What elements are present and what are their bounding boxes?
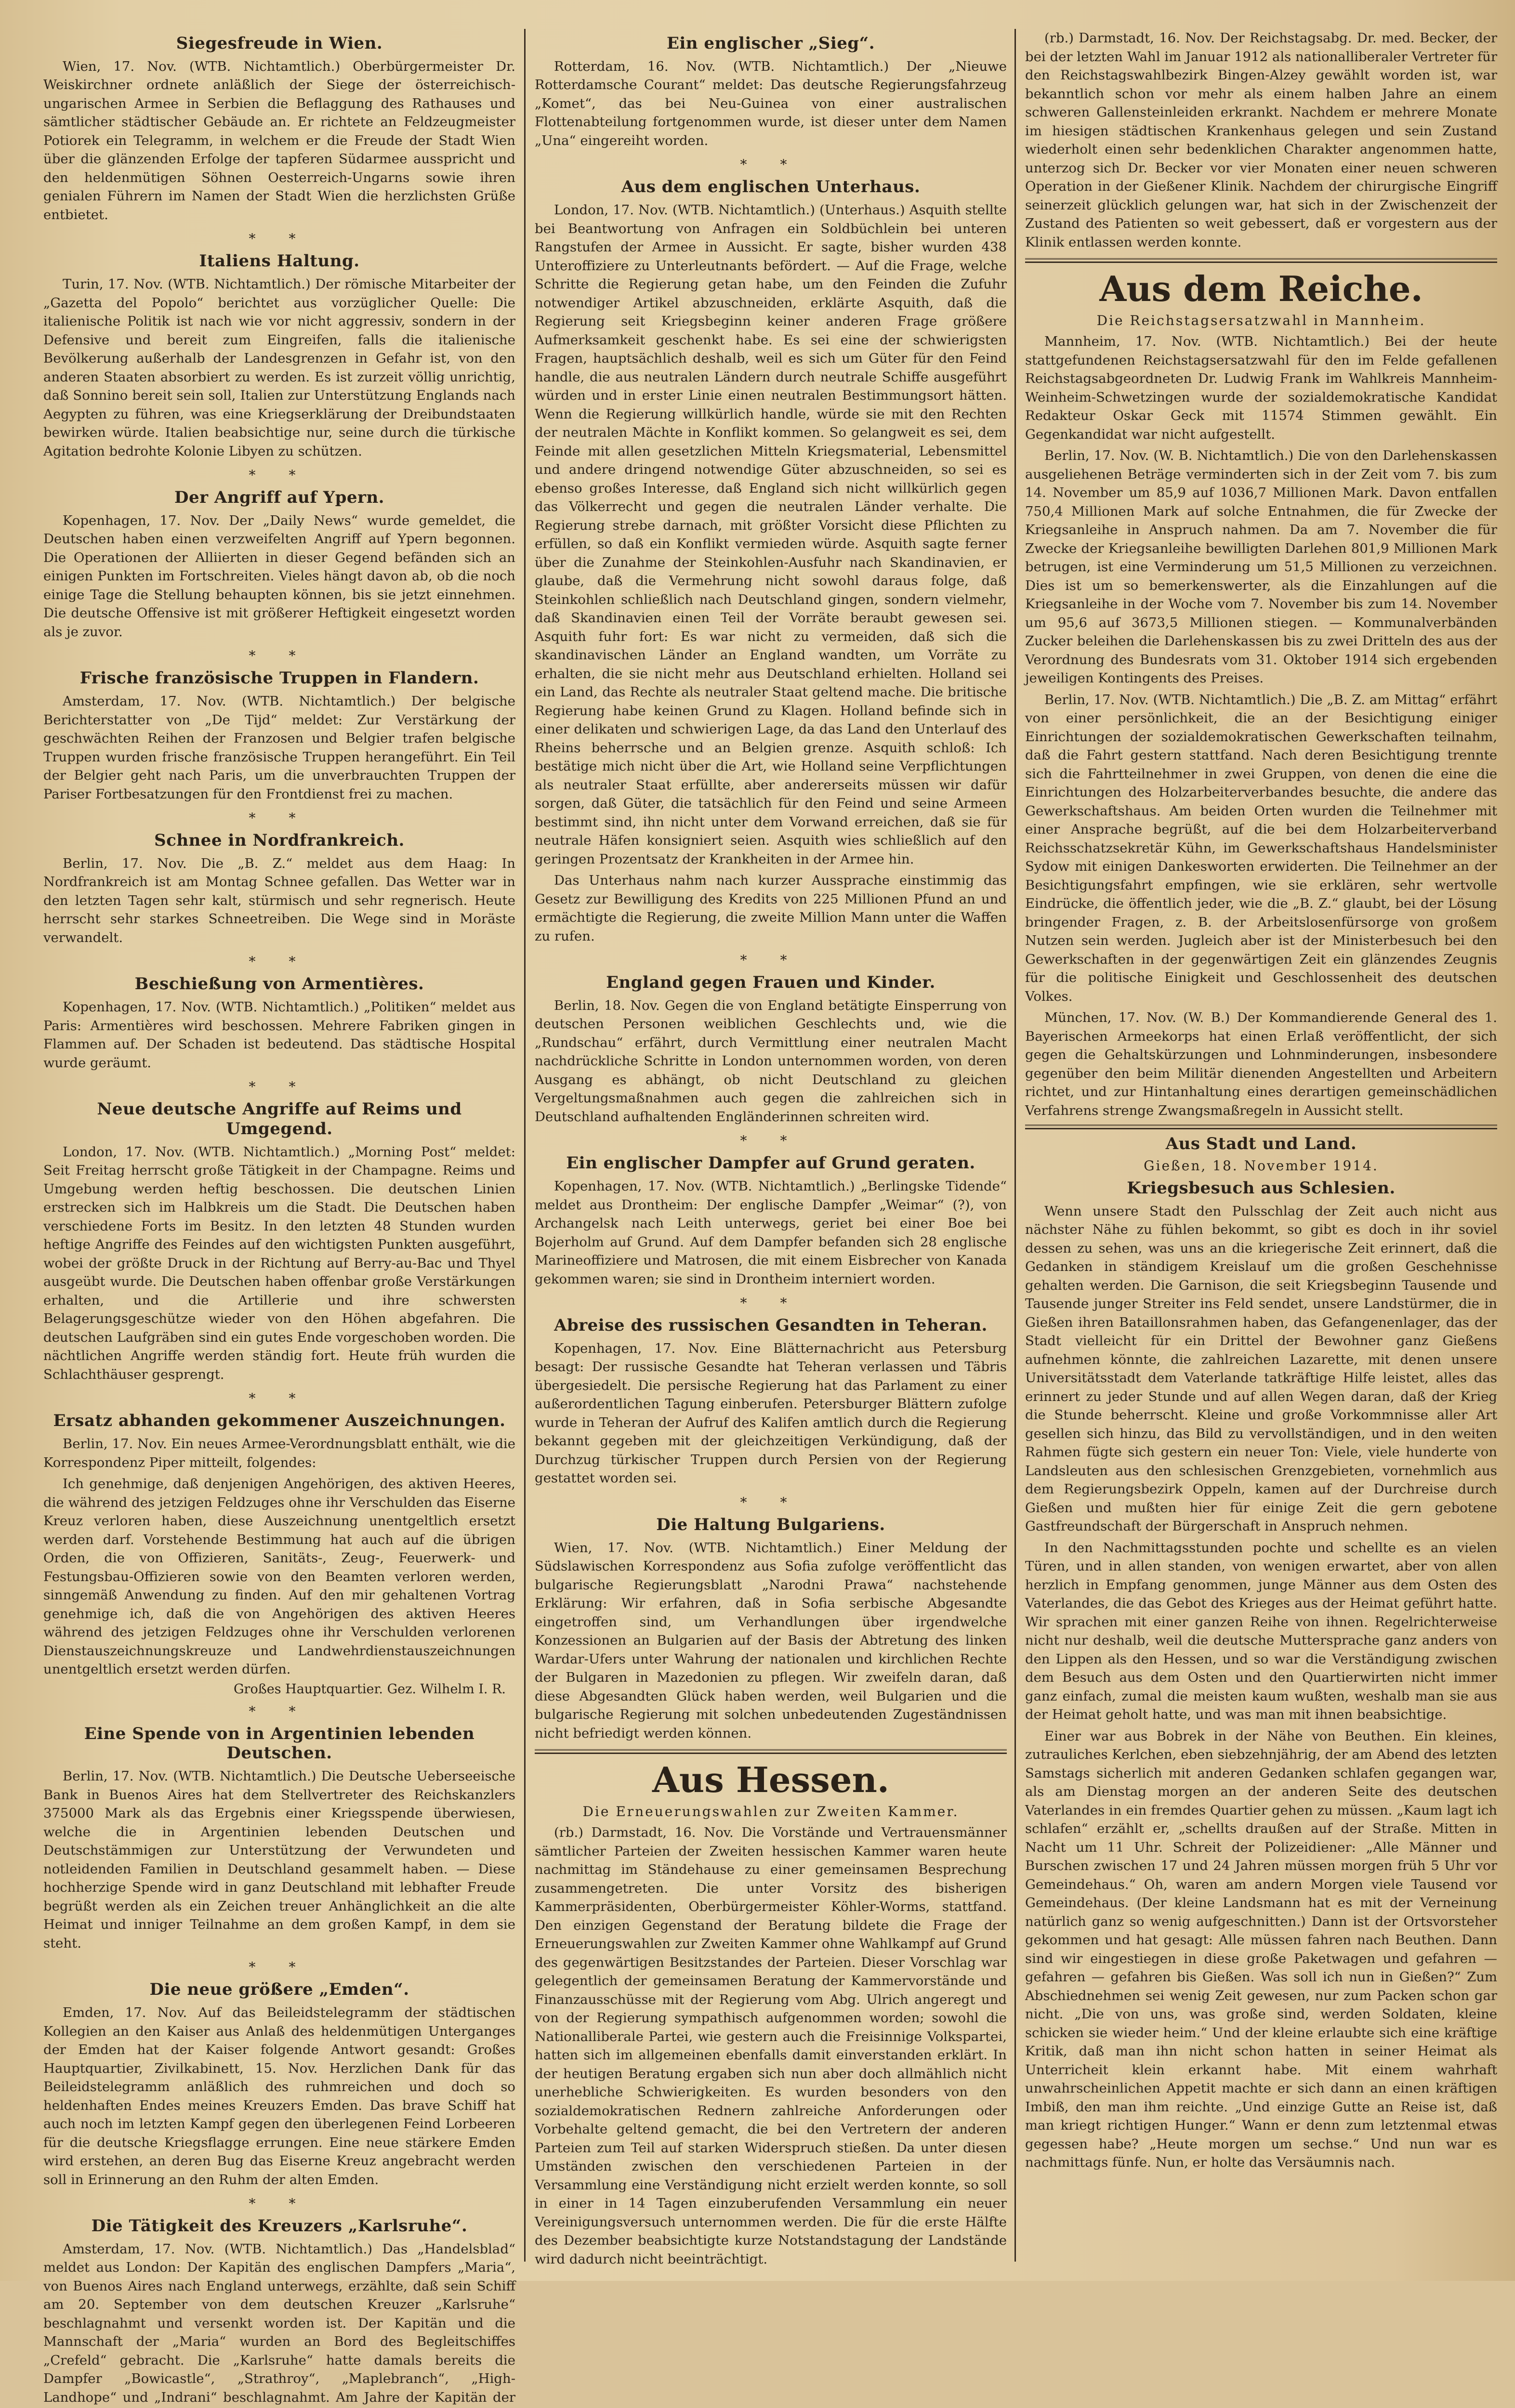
section-dateline: Gießen, 18. November 1914. — [1144, 1157, 1379, 1174]
article-headline: Beschießung von Armentières. — [134, 974, 424, 994]
article — [43, 34, 515, 224]
article — [535, 1515, 1007, 1742]
article — [1025, 29, 1497, 251]
article-paragraph: Berlin, 17. Nov. (WTB. Nichtamtlich.) Die „B. Z. am Mittag“ erfährt von einer persönlichkeit, die an der Besichtigung einiger Einrichtungen der sozialdemokratischen Gewerkschaften teilnahm, daß die Fahrt gestern stattfand. Nach deren Besichtigung trennte sich die Fahrtteilnehmer in zwei Gruppen, von denen die eine die Einrichtungen des Holzarbeiterverbandes besuchte, die andere das Gewerkschaftshaus. Am beiden Orten wurden die Teilnehmer mit einer Ansprache begrüßt, auf die bei dem Holzarbeiterverband Reichsschatzsekretär Kühn, im Gewerkschaftshaus Handelsminister Sydow mit einigen Dankesworten erwiderten. Die Teilnehmer an der Besichtigungsfahrt empfingen, wie sie erklären, sehr wertvolle Eindrücke, die öffentlich jeder, wie die „B. Z.“ glaubt, bei der Lösung bringender Fragen, z. B. der Arbeitslosenfürsorge von großem Nutzen sein werden. Jugleich aber ist der Ministerbesuch bei den Gewerkschaften in der gegenwärtigen Zeit ein glänzendes Zeugnis für die politische Einigkeit und Geschlossenheit des deutschen Volkes. — [1025, 692, 1497, 1004]
section-title: Aus Hessen. — [652, 1759, 889, 1801]
article-paragraph: Emden, 17. Nov. Auf das Beileidstelegramm der städtischen Kollegien an den Kaiser aus Anlaß des heldenmütigen Unterganges der Emden hat der Kaiser folgende Antwort gesandt: Großes Hauptquartier, Zivilkabinett, 15. Nov. Herzlichen Dank für das Beileidstelegramm anläßlich des ruhmreichen und doch so heldenhaften Endes meines Kreuzers Emden. Das brave Schiff hat auch noch im letzten Kampf gegen den überlegenen Feind Lorbeeren für die deutsche Kriegsflagge errungen. Eine neue stärkere Emden wird erstehen, an deren Bug das Eiserne Kreuz angebracht werden soll in Erinnerung an den Ruhm der alten Emden. — [43, 2005, 515, 2187]
article — [43, 1724, 515, 1953]
article-paragraph: Berlin, 17. Nov. Die „B. Z.“ meldet aus dem Haag: In Nordfrankreich ist am Montag Schnee gefallen. Das Wetter war in den letzten Tagen sehr kalt, stürmisch und sehr regnerisch. Heute herrscht sehr starkes Schneetreiben. Die Wege sind in Moräste verwandelt. — [43, 855, 515, 945]
article-paragraph: Amsterdam, 17. Nov. (WTB. Nichtamtlich.) Das „Handelsblad“ meldet aus London: Der Kapitän des englischen Dampfers „Maria“, von Buenos Aires nach England unterwegs, erzählte, daß sein Schiff am 20. September von dem deutschen Kreuzer „Karlsruhe“ beschlagnahmt und versenkt worden ist. Der Kapitän und die Mannschaft der „Maria“ wurden an Bord des Begleitschiffes „Crefeld“ gebracht. Die „Karlsruhe“ hatte damals bereits die Dampfer „Bowicastle“, „Strathroy“, „Maplebranch“, „High-Landhope“ und „Indrani“ beschlagnahmt. Am Jahre der Kapitän der — [43, 2241, 515, 2405]
article-paragraph: München, 17. Nov. (W. B.) Der Kommandierende General des 1. Bayerischen Armeekorps hat einen Erlaß veröffentlicht, der sich gegen die Gehaltskürzungen und Lohnminderungen, insbesondere gegenüber den beim Militär dienenden Angestellten und Arbeitern richtet, und zur Hintanhaltung eines derartigen gemeinschädlichen Verfahrens strenge Zwangsmaßregeln in Aussicht stellt. — [1025, 1010, 1497, 1118]
article-paragraph: Wenn unsere Stadt den Pulsschlag der Zeit auch nicht aus nächster Nähe zu fühlen bekommt, so gibt es doch in ihr soviel dessen zu sehen, was uns an die kriegerische Zeit erinnert, daß die Gedanken in ständigem Kreislauf um die großen Geschehnisse gehalten werden. Die Garnison, die seit Kriegsbeginn Tausende und Tausende junger Streiter ins Feld sendet, unsere Landstürmer, die in Gießen ihren Bataillonsrahmen haben, das Gefangenenlager, das der Stadt vielleicht für ein Drittel der Bewohner ganz Gießens aufnehmen könnte, die zahlreichen Lazarette, mit denen unsere Universitätsstadt dem Vaterlande tatkräftige Hilfe leistet, alles das erinnert zu jeder Stunde und auf allen Wegen daran, daß der Krieg die Stunde beherrscht. Kleine und große Vorkommnisse aller Art gesellen sich hinzu, das Bild zu vervollständigen, und in den weiten Rahmen fügte sich gestern ein neuer Ton: Viele, viele hunderte von Landsleuten aus den schlesischen Grenzgebieten, vornehmlich aus dem Regierungsbezirk Oppeln, kamen auf der Durchreise durch Gießen und mußten hier für einige Zeit die gern gebotene Gastfreundschaft der Bürgerschaft in Anspruch nehmen. — [1025, 1203, 1497, 1534]
article-paragraph: Turin, 17. Nov. (WTB. Nichtamtlich.) Der römische Mitarbeiter der „Gazetta del Popolo“ berichtet aus vorzüglicher Quelle: Die italienische Politik ist nach wie vor nicht aggressiv, sondern in der Defensive und bereit zum Eingreifen, falls die italienische Bevölkerung außerhalb der Landesgrenzen in Gefahr ist, von den anderen Staaten absorbiert zu werden. Es ist zurzeit völlig unrichtig, daß Sonnino bereit sein soll, Italien zur Unterstützung Englands nach Aegypten zu führen, was eine Kriegserklärung der Dreibundstaaten bewirken würde. Italien beabsichtige nur, seine durch die türkische Agitation bedrohte Kolonie Libyen zu schützen. — [43, 276, 515, 459]
article — [535, 1316, 1007, 1488]
separator-stars: * * — [249, 467, 310, 484]
article-headline: Neue deutsche Angriffe auf Reims und Umgegend. — [97, 1099, 462, 1139]
article — [43, 668, 515, 803]
article — [43, 251, 515, 460]
separator-stars: * * — [740, 157, 802, 173]
separator-stars: * * — [249, 648, 310, 664]
article-paragraph: London, 17. Nov. (WTB. Nichtamtlich.) „Morning Post“ meldet: Seit Freitag herrscht große Tätigkeit in der Champagne. Reims und Umgebung werden heftig beschossen. Die deutschen Linien erstrecken sich im Halbkreis um die Stadt. Die Deutschen haben verschiedene Forts im Besitz. In den letzten 48 Stunden wurden heftige Angriffe des Feindes auf den wichtigsten Punkten ausgeführt, wobei der größte Druck in der Richtung auf Berry-au-Bac und Thyel ausgeübt wurde. Die Deutschen haben offenbar große Verstärkungen erhalten, und die Artillerie und ihre schwersten Belagerungsgeschütze wieder von den Höhen abgefahren. Die deutschen Laufgräben sind ein gutes Ende vorgeschoben worden. Die nächtlichen Angriffe werden ständig fort. Heute früh wurden die Schlachthäuser gesprengt. — [43, 1144, 515, 1382]
article-headline: Ein englischer „Sieg“. — [666, 34, 875, 53]
article — [535, 177, 1007, 945]
article-paragraph: Rotterdam, 16. Nov. (WTB. Nichtamtlich.) Der „Nieuwe Rotterdamsche Courant“ meldet: Das deutsche Regierungsfahrzeug „Komet“, das bei Neu-Guinea von einer australischen Flottenabteilung fortgenommen wurde, ist dieser unter dem Namen „Una“ eingereiht worden. — [535, 58, 1007, 148]
separator-stars: * * — [249, 1703, 310, 1719]
section-rule — [1025, 1125, 1497, 1129]
article-headline: Ersatz abhanden gekommener Auszeichnungen. — [53, 1411, 506, 1431]
article — [43, 974, 515, 1072]
article-headline: Der Angriff auf Ypern. — [174, 488, 385, 508]
article-paragraph: (rb.) Darmstadt, 16. Nov. Der Reichstagsabg. Dr. med. Becker, der bei der letzten Wahl im Januar 1912 als nationalliberaler Vertreter für den Reichstagswahlbezirk Bingen-Alzey gewählt worden ist, war bekanntlich schon vor mehr als einem halben Jahre an einem schweren Gallensteinleiden erkrankt. Nachdem er mehrere Monate im hiesigen städtischen Krankenhaus gelegen und sein Zustand wiederholt einen sehr bedenklichen Charakter angenommen hatte, unterzog sich Dr. Becker vor vier Monaten einer neuen schweren Operation in der Gießener Klinik. Nachdem der chirurgische Eingriff seinerzeit glücklich gelungen war, hat sich in der Zwischenzeit der Zustand des Patienten so weit gebessert, daß er vorgestern aus der Klinik entlassen werden konnte. — [1025, 30, 1497, 250]
separator-stars: * * — [249, 810, 310, 826]
column-3 — [1020, 29, 1502, 2262]
article — [535, 1153, 1007, 1288]
separator-stars: * * — [249, 1390, 310, 1407]
separator-stars: * * — [249, 1079, 310, 1095]
section-rule — [535, 1749, 1007, 1754]
separator-stars: * * — [249, 954, 310, 970]
article-headline: Eine Spende von in Argentinien lebenden Deutschen. — [84, 1724, 475, 1763]
section-subtitle: Die Reichstagsersatzwahl in Mannheim. — [1096, 313, 1426, 329]
article — [43, 1980, 515, 2189]
article-headline: Abreise des russischen Gesandten in Teheran. — [554, 1316, 988, 1335]
section-title: Aus dem Reiche. — [1099, 268, 1423, 309]
article-paragraph: Kopenhagen, 17. Nov. (WTB. Nichtamtlich.) „Berlingske Tidende“ meldet aus Drontheim: Der englische Dampfer „Weimar“ (?), von Archangelsk nach Leith unterwegs, geriet bei einer Boe bei Bojerholm auf Grund. Auf dem Dampfer befanden sich 28 englische Marineoffiziere und Matrosen, die mit einem Eisbrecher von Kanada gekommen waren; sie sind in Drontheim interniert worden. — [535, 1178, 1007, 1287]
separator-stars: * * — [249, 2196, 310, 2212]
article-paragraph: London, 17. Nov. (WTB. Nichtamtlich.) (Unterhaus.) Asquith stellte bei Beantwortung von Anfragen ein Soldbüchlein bei unteren Rangstufen der Armee in Aussicht. Er sagte, bisher wurden 438 Unteroffiziere zu Unterleutnants befördert. — Auf die Frage, welche Schritte die Regierung getan habe, um den Feinden die Zufuhr notwendiger Artikel abzuschneiden, erklärte Asquith, daß die Regierung seit Kriegsbeginn keiner anderen Frage größere Aufmerksamkeit geschenkt habe. Es sei eine der schwierigsten Fragen, hauptsächlich deshalb, weil es sich um Güter für den Feind handle, die aus neutralen Ländern durch neutrale Schiffe ausgeführt würden und in erster Linie einen neutralen Bestimmungsort hätten. Wenn die Regierung willkürlich handle, würde sie mit den Rechten der neutralen Mächte in Konflikt kommen. So gelangweit es sei, dem Feinde mit allen gesetzlichen Mitteln Kriegsmaterial, Lebensmittel und andere dringend notwendige Güter abzuschneiden, so sei es ebenso großes Interesse, daß England sich nicht willkürlich gegen das Völkerrecht und gegen die neutralen Länder verhalte. Die Regierung strebe darnach, mit größter Vorsicht diese Pflichten zu erfüllen, so daß ein Konflikt vermieden würde. Asquith sagte ferner über die Zunahme der Steinkohlen-Ausfuhr nach Skandinavien, er glaube, daß die Vermehrung nicht sowohl daraus folge, daß Steinkohlen schließlich nach Deutschland gingen, sondern vielmehr, daß Skandinavien einen Teil der Vorräte beraubt gewesen sei. Asquith fuhr fort: Es war nicht zu vermeiden, daß sich die skandinavischen Länder an England wandten, um Vorräte zu erhalten, die sie nicht mehr aus Deutschland erhielten. Holland sei ein Land, das Rechte als neutraler Staat geltend mache. Die britische Regierung habe keinen Grund zu Klagen. Holland befinde sich in einer delikaten und schwierigen Lage, da das Land den Unterlauf des Rheins beherrsche und an Belgien grenze. Asquith schloß: Ich bestätige mich nicht über die Art, wie Holland seine Verpflichtungen als neutraler Staat erfüllte, aber andererseits müssen wir dafür sorgen, daß Güter, die tatsächlich für den Feind und seine Armeen bestimmt sind, ihn nicht unter dem Vorwand erreichen, daß sie für neutrale Häfen konsigniert seien. Asquith wies schließlich auf den geringen Prozentsatz der Krankheiten in der Armee hin. — [535, 202, 1007, 867]
article-paragraph: Einer war aus Bobrek in der Nähe von Beuthen. Ein kleines, zutrauliches Kerlchen, eben siebzehnjährig, der am Abend des letzten Samstags sicherlich mit anderen Gedanken schlafen gegangen war, als am Dienstag morgen an der anderen Seite des deutschen Vaterlandes in ein fremdes Quartier gehen zu müssen. „Kaum lagt ich schlafen“ erzählt er, „schellts draußen auf der Straße. Mitten in Nacht um 11 Uhr. Schreit der Polizeidiener: „Alle Männer und Burschen zwischen 17 und 24 Jahren müssen morgen früh 5 Uhr vor Gemeindehaus.“ Oh, waren am andern Morgen viele Tausend vor Gemeindehaus. (Der kleine Landsmann hat es mit der Verneinung natürlich ganz so wenig aufgeschnitten.) Dann ist der Ortsvorsteher gekommen und hat gesagt: Alle müssen fahren nach Beuthen. Dann sind wir eingestiegen in diese große Paketwagen und gefahren — gefahren — gefahren bis Gießen. Was soll ich nun in Gießen?“ Zum Abschiednehmen sei wenig Zeit gewesen, nur zum Packen schon gar nicht. „Die von uns, was große sind, werden Soldaten, kleine schicken sie wieder heim.“ Und der kleine erlaubte sich eine kräftige Kritik, daß man ihn nicht schon hatten in seiner Heimat als Unterricheit klein erkannt habe. Mit einem wahrhaft unwahrscheinlichen Appetit machte er sich dann an einen kräftigen Imbiß, den man ihm reichte. „Und einzige Gutte an Reise ist, daß man kriegt richtigen Hunger.“ Wann er denn zum letztenmal etwas gegessen habe? „Heute morgen um sechse.“ Und nun war es nachmittags fünfe. Nun, er holte das Versäumnis nach. — [1025, 1728, 1497, 2171]
article-headline: Kriegsbesuch aus Schlesien. — [1127, 1178, 1396, 1198]
article — [43, 1411, 515, 1696]
article-paragraph: Berlin, 17. Nov. Ein neues Armee-Verordnungsblatt enthält, wie die Korrespondenz Piper mitteilt, folgendes: — [43, 1436, 515, 1470]
article-paragraph: (rb.) Darmstadt, 16. Nov. Die Vorstände und Vertrauensmänner sämtlicher Parteien der Zweiten hessischen Kammer waren heute nachmittag im Ständehause zu einer gemeinsamen Besprechung zusammengetreten. Die unter Vorsitz des bisherigen Kammerpräsidenten, Oberbürgermeister Köhler-Worms, stattfand. Den einzigen Gegenstand der Beratung bildete die Frage der Erneuerungswahlen zur Zweiten Kammer ohne Wahlkampf auf Grund des gegenwärtigen Besitzstandes der Parteien. Dieser Vorschlag war gelegentlich der gemeinsamen Beratung der Kammervorstände und Finanzausschüsse mit der Regierung vom Abg. Ulrich angeregt und von der Regierung sympathisch aufgenommen worden; sowohl die Nationalliberale Partei, wie gestern auch die Freisinnige Volkspartei, hatten sich im allgemeinen ebenfalls damit einverstanden erklärt. In der heutigen Beratung ergaben sich nun aber doch allmählich nicht unerhebliche Schwierigkeiten. Es wurden besonders von den sozialdemokratischen Rednern zahlreiche Anforderungen oder Vorbehalte geltend gemacht, die bei den Vertretern der anderen Parteien zum Teil auf starken Widerspruch stießen. Da unter diesen Umständen zwischen den verschiedenen Parteien in der Versammlung eine Verständigung nicht erzielt werden konnte, so soll in einer in 14 Tagen einzuberufenden Versammlung ein neuer Vereinigungsversuch unternommen werden. Die für die erste Hälfte des Dezember beabsichtigte kurze Notstandstagung der Landstände wird dadurch nicht beeinträchtigt. — [535, 1825, 1007, 2267]
separator-stars: * * — [249, 231, 310, 247]
article-headline: Die neue größere „Emden“. — [149, 1980, 409, 2000]
article-paragraph: Ich genehmige, daß denjenigen Angehörigen, des aktiven Heeres, die während des jetzigen Feldzuges ohne ihr Verschulden das Eiserne Kreuz verloren haben, diese Auszeichnung unentgeltlich ersetzt werden darf. Vorstehende Bestimmung hat auch auf die übrigen Orden, die von Offizieren, Sanitäts-, Zeug-, Feuerwerk- und Festungsbau-Offizieren sowie von den Beamten verloren werden, sinngemäß Anwendung zu finden. Auf den mir gehaltenen Vortrag genehmige ich, daß die von Angehörigen des aktiven Heeres während des jetzigen Feldzuges ohne ihr Verschulden verlorenen Dienstauszeichnungskreuze und Landwehrdienstauszeichnungen unentgeltlich ersetzt werden dürfen. — [43, 1476, 515, 1677]
separator-stars: * * — [740, 952, 802, 968]
article-headline: Frische französische Truppen in Flandern. — [79, 668, 479, 688]
section-title: Aus Stadt und Land. — [1165, 1134, 1357, 1154]
article-headline: Die Tätigkeit des Kreuzers „Karlsruhe“. — [91, 2216, 468, 2236]
section-subtitle: Die Erneuerungswahlen zur Zweiten Kammer. — [582, 1804, 959, 1820]
column-rule — [524, 29, 526, 2262]
section-rule — [1025, 258, 1497, 263]
article-paragraph: Berlin, 17. Nov. (W. B. Nichtamtlich.) Die von den Darlehenskassen ausgeliehenen Beträge verminderten sich in der Zeit vom 7. bis zum 14. November um 85,9 auf 1036,7 Millionen Mark. Davon entfallen 750,4 Millionen Mark auf solche Entnahmen, die für Zwecke der Kriegsanleihe in Anspruch nahmen. Da am 7. November die für Zwecke der Kriegsanleihe bewilligten Darlehen 801,9 Millionen Mark betrugen, ist eine Verminderung um 51,5 Millionen zu verzeichnen. Dies ist um so bemerkenswerter, als die Einzahlungen auf die Kriegsanleihe in der Woche vom 7. November bis zum 14. November um 95,6 auf 3673,5 Millionen stiegen. — Kommunalverbänden Zucker beleihen die Darlehenskassen bis zu zwei Dritteln des aus der Verordnung des Bundesrats vom 31. Oktober 1914 sich ergebenden jeweiligen Kontingents des Preises. — [1025, 448, 1497, 686]
article-paragraph: Das Unterhaus nahm nach kurzer Aussprache einstimmig das Gesetz zur Bewilligung des Kredits von 225 Millionen Pfund an und ermächtigte die Regierung, die zweite Million Mann unter die Waffen zu rufen. — [535, 873, 1007, 944]
article-headline: Ein englischer Dampfer auf Grund geraten. — [566, 1153, 975, 1173]
separator-stars: * * — [249, 1959, 310, 1976]
separator-stars: * * — [740, 1494, 802, 1510]
article — [43, 831, 515, 947]
separator-stars: * * — [740, 1295, 802, 1311]
article — [43, 488, 515, 641]
column-rule — [1014, 29, 1016, 2262]
article-headline: England gegen Frauen und Kinder. — [606, 973, 935, 993]
article-paragraph: Mannheim, 17. Nov. (WTB. Nichtamtlich.) Bei der heute stattgefundenen Reichstagsersatzwahl für den im Felde gefallenen Reichstagsabgeordneten Dr. Ludwig Frank im Wahlkreis Mannheim-Weinheim-Schwetzingen wurde der sozialdemokratische Kandidat Redakteur Oskar Geck mit 11574 Stimmen gewählt. Ein Gegenkandidat war nicht aufgestellt. — [1025, 334, 1497, 442]
article-paragraph: Berlin, 17. Nov. (WTB. Nichtamtlich.) Die Deutsche Ueberseeische Bank in Buenos Aires hat dem Stellvertreter des Reichskanzlers 375000 Mark als das Ergebnis einer Kriegsspende überwiesen, welche die in Argentinien lebenden Deutschen und Deutschstämmigen zur Unterstützung der Verwundeten und notleidenden Familien in Deutschland gesammelt haben. — Diese hochherzige Spende wird in ganz Deutschland mit lebhafter Freude begrüßt werden als ein Zeichen treuer Anhänglichkeit an die alte Heimat und inniger Teilnahme an dem großen Kampf, in dem sie steht. — [43, 1768, 515, 1951]
article — [43, 2216, 515, 2408]
column-2 — [530, 29, 1012, 2267]
article — [535, 973, 1007, 1126]
article — [535, 34, 1007, 150]
article-paragraph: Amsterdam, 17. Nov. (WTB. Nichtamtlich.) Der belgische Berichterstatter von „De Tijd“ meldet: Zur Verstärkung der geschwächten Reihen der Franzosen und Belgier trafen belgische Truppen wurden frische französische Truppen herangeführt. Ein Teil der Belgier geht nach Paris, um die unverbrauchten Truppen der Pariser Fortbesatzungen für den Frontdienst frei zu machen. — [43, 694, 515, 802]
article-headline: Siegesfreude in Wien. — [176, 34, 383, 53]
article-paragraph: In den Nachmittagsstunden pochte und schellte es an vielen Türen, und in allen standen, von wenigen erwartet, aber von allen herzlich in Empfang genommen, junge Männer aus dem Osten des Vaterlandes, die das Gebot des Krieges aus der Heimat geführt hatte. Wir sprachen mit einer ganzen Reihe von ihnen. Regelrichterweise nicht nur deshalb, weil die deutsche Muttersprache ganz anders von den Lippen als den Hessen, und so war die Verständigung zwischen dem Besuch aus dem Osten und den Quartierwirten nicht immer ganz einfach, zumal die meisten kaum wußten, weshalb man sie aus der Heimat geholt hatte, und was man mit ihnen beabsichtige. — [1025, 1540, 1497, 1723]
article — [43, 1099, 515, 1384]
article-paragraph: Kopenhagen, 17. Nov. Eine Blätternachricht aus Petersburg besagt: Der russische Gesandte hat Teheran verlassen und Täbris übergesiedelt. Die persische Regierung hat das Parlament zu einer außerordentlichen Tagung einberufen. Petersburger Blättern zufolge wurde in Teheran der Aufruf des Kalifen amtlich durch die Regierung bekannt gegeben mit der gleichzeitigen Verkündigung, daß der Durchzug türkischer Truppen durch Persien von der Regierung gestattet worden sei. — [535, 1340, 1007, 1486]
article-paragraph: Kopenhagen, 17. Nov. (WTB. Nichtamtlich.) „Politiken“ meldet aus Paris: Armentières wird beschossen. Mehrere Fabriken gingen in Flammen auf. Der Schaden ist bedeutend. Das städtische Hospital wurde geräumt. — [43, 999, 515, 1071]
article-paragraph: Wien, 17. Nov. (WTB. Nichtamtlich.) Einer Meldung der Südslawischen Korrespondenz aus Sofia zufolge veröffentlicht das bulgarische Regierungsblatt „Narodni Prawa“ nachstehende Erklärung: Wir erfahren, daß in Sofia serbische Abgesandte eingetroffen sind, um Verhandlungen über irgendwelche Konzessionen an Bulgarien auf der Basis der Abtretung des linken Wardar-Ufers unter Wahrung der nationalen und kirchlichen Rechte der Bulgaren in Mazedonien zu pflegen. Wir zweifeln daran, daß diese Abgesandten Glück haben werden, weil Bulgarien und die bulgarische Regierung mit solchen unbedeutenden Zugeständnissen nicht befriedigt werden können. — [535, 1540, 1007, 1741]
article-paragraph: Wien, 17. Nov. (WTB. Nichtamtlich.) Oberbürgermeister Dr. Weiskirchner ordnete anläßlich der Siege der österreichisch-ungarischen Armee in Serbien die Beflaggung des Rathauses und sämtlicher städtischer Gebäude an. Er richtete an Feldzeugmeister Potiorek ein Telegramm, in welchem er die Freude der Stadt Wien über die glänzenden Erfolge der tapferen Südarmee ausspricht und den heldenmütigen Söhnen Oesterreich-Ungarns sowie ihren genialen Führern im Namen der Stadt Wien die herzlichsten Grüße entbietet. — [43, 58, 515, 222]
article-paragraph: Kopenhagen, 17. Nov. Der „Daily News“ wurde gemeldet, die Deutschen haben einen verzweifelten Angriff auf Ypern begonnen. Die Operationen der Alliierten in dieser Gegend befänden sich an einigen Punkten im Fortschreiten. Vieles hängt davon ab, ob die noch einige Tage die Stellung behaupten können, bis sie jetzt einnehmen. Die deutsche Offensive ist mit größerer Heftigkeit eingesetzt worden als je zuvor. — [43, 512, 515, 640]
column-1 — [39, 29, 520, 2405]
separator-stars: * * — [740, 1133, 802, 1149]
article-headline: Die Haltung Bulgariens. — [656, 1515, 885, 1534]
article-paragraph: Berlin, 18. Nov. Gegen die von England betätigte Einsperrung von deutschen Personen weiblichen Geschlechts und, wie die „Rundschau“ erfährt, durch Vermittlung einer neutralen Macht nachdrückliche Schritte in London unternommen worden, von deren Ausgang es abhängt, ob nicht Deutschland zu gleichen Vergeltungsmaßnahmen auch gegen die zahlreichen sich in Deutschland aufhaltenden Engländerinnen schreiten wird. — [535, 997, 1007, 1125]
article-headline: Schnee in Nordfrankreich. — [154, 831, 405, 851]
article-signature: Großes Hauptquartier. Gez. Wilhelm I. R. — [233, 1681, 506, 1697]
article-headline: Italiens Haltung. — [199, 251, 360, 271]
article-headline: Aus dem englischen Unterhaus. — [621, 177, 921, 197]
